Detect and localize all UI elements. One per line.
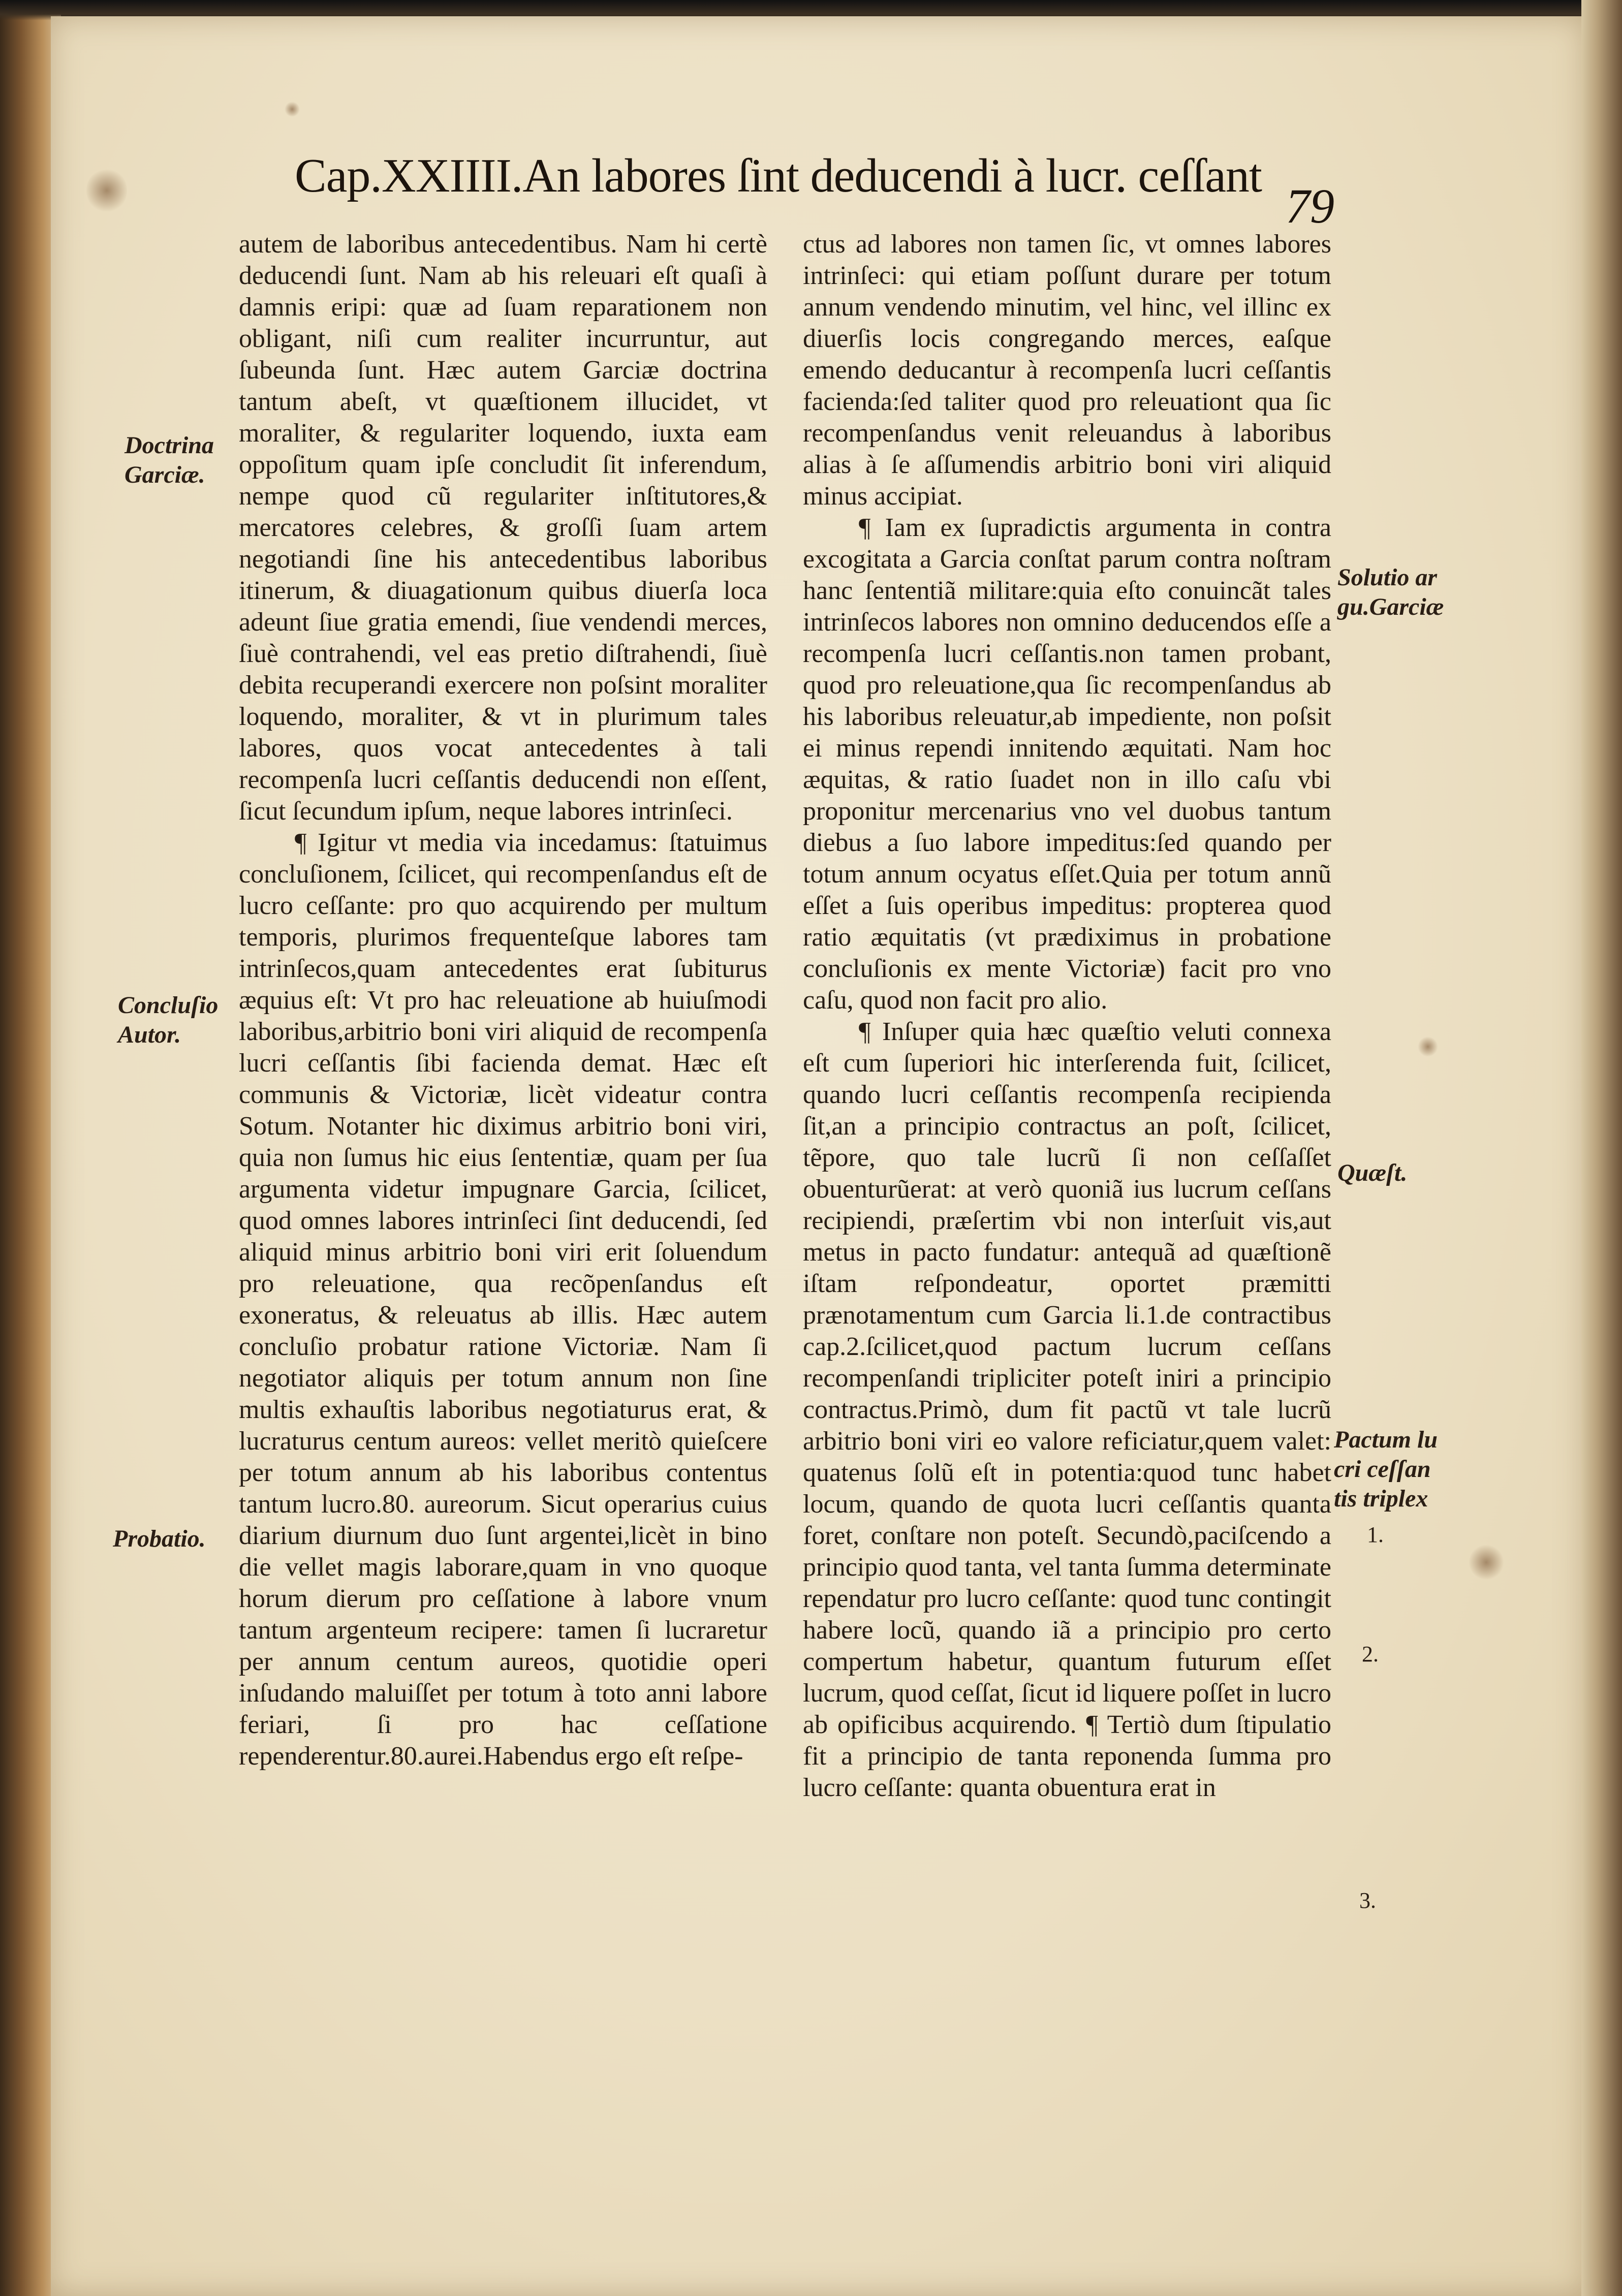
paragraph: autem de laboribus antecedentibus. Nam hi certè deducendi ſunt. Nam ab his releuari eſt quaſi à damnis eripi: quæ ad ſuam reparationem non obligant, niſi cum realiter incurruntur, aut ſubeunda ſunt. Hæc autem Garciæ doctrina tantum abeſt, vt quæſtionem illucidet, vt moraliter, & regulariter loquendo, iuxta eam oppoſitum quam ipſe concludit ſit inferendum, nempe quod cũ regulariter inſtitutores,& mercatores celebres, & groſſi ſuam artem negotiandi ſine his antecedentibus laboribus itinerum, & diuagationum quibus diuerſa loca adeunt ſiue gratia emendi, ſiue vendendi merces, ſiuè contrahendi, vel eas pretio diſtrahendi, ſiuè debita recuperandi exercere non poſsint moraliter loquendo, moraliter, & vt in plurimum tales labores, quos vocat antecedentes à tali recompenſa lucri ceſſantis deducendi non eſſent, ſicut ſecundum ipſum, neque labores intrinſeci. [239,230,767,826]
page-edge-right [1581,0,1622,2296]
stain [1418,1036,1438,1057]
paragraph: ¶ Iam ex ſupradictis argumenta in contra excogitata a Garcia conſtat parum contra noſtram hanc ſententiã militare:quia eſto conuincãt tales intrinſecos labores non omnino deducendos eſſe a recompenſa lucri ceſſantis.non tamen probant, quod pro releuatione,qua ſic recompenſandus ab his laboribus releuatur,ab impediente, non poſsit ei minus rependi innitendo æquitati. Nam hoc æquitas, & ratio ſuadet non in illo caſu vbi proponitur mercenarius vno vel duobus tantum diebus a ſuo labore impeditus:ſed quando per totum annum ocyatus eſſet.Quia per totum annũ eſſet a ſuis operibus impeditus: propterea quod ratio æquitatis (vt prædiximus in probatione concluſionis ex mente Victoriæ) facit pro vno caſu, quod non facit pro alio. [803,513,1331,1015]
stain [285,102,300,117]
running-title: Cap.XXIIII.An labores ſint deducendi à lucr. ceſſant [295,149,1262,202]
running-header [295,148,1347,225]
right-column [803,229,1331,1804]
paragraph: ¶ Inſuper quia hæc quæſtio veluti connexa eſt cum ſuperiori hic interſerenda fuit, ſcilicet, quando lucri ceſſantis recompenſa recipienda ſit,an a principio contractus an poſt, ſcilicet, tẽpore, quo tale lucrũ ſi non ceſſaſſet obuenturũerat: at verò quoniã ius lucrum ceſſans recipiendi, præſertim vbi non interſuit vis,aut metus in pacto fundatur: antequã ad quæſtionẽ iſtam reſpondeatur, oportet præmitti prænotamentum cum Garcia li.1.de contractibus cap.2.ſcilicet,quod pactum lucrum ceſſans recompenſandi tripliciter poteſt iniri a principio contractus.Primò, dum fit pactũ vt tale lucrũ arbitrio boni viri eo valore reficiatur,quem valet: quatenus ſolũ eſt in potentia:quod tunc habet locum, quando de quota lucri ceſſantis quanta foret, conſtare non poteſt. Secundò,paciſcendo a principio quod tanta, vel tanta ſumma determinate rependatur pro lucro ceſſante: quod tunc contingit habere locũ, quando iã a principio pro certo compertum habetur, quantum futurum eſſet lucrum, quod ceſſat, ſicut id liquere poſſet in lucro ab opificibus acquirendo. ¶ Tertiò dum ſtipulatio fit a principio de tanta reponenda ſumma pro lucro ceſſante: quanta obuentura erat in [803,1017,1331,1802]
margin-note-quaest: Quæſt. [1337,1159,1408,1186]
paragraph: ¶ Igitur vt media via incedamus: ſtatuimus concluſionem, ſcilicet, qui recompenſandus eſt de lucro ceſſante: pro quo acquirendo per multum temporis, plurimos frequenteſque labores tam intrinſecos,quam antecedentes erat ſubiturus æquius eſt: Vt pro hac releuatione ab huiuſmodi laboribus,arbitrio boni viri aliquid de recompenſa lucri ceſſantis ſibi facienda demat. Hæc eſt communis & Victoriæ, licèt videatur contra Sotum. Notanter hic diximus arbitrio boni viri, quia non ſumus hic eius ſententiæ, quam per ſua argumenta videtur impugnare Garcia, ſcilicet, quod omnes labores intrinſeci ſint deducendi, ſed aliquid minus arbitrio boni viri erit ſoluendum pro releuatione, qua recõpenſandus eſt exoneratus, & releuatus ab illis. Hæc autem concluſio probatur ratione Victoriæ. Nam ſi negotiator aliquis per totum annum non ſine multis exhauſtis laboribus negotiaturus erat, & lucraturus centum aureos: vellet meritò quieſcere per totum annum ab his laboribus contentus tantum lucro.80. aureorum. Sicut operarius cuius diarium diurnum duo ſunt argentei,licèt in bino die vellet magis laborare,quam in vno quoque horum dierum pro ceſſatione à labore vnum tantum argenteum recipere: tamen ſi lucraretur per annum centum aureos, quotidie operi inſudando maluiſſet per totum à toto anni labore feriari, ſi pro hac ceſſatione rependerentur.80.aurei.Habendus ergo eſt reſpe- [239,828,767,1771]
left-column [239,229,767,1772]
margin-note-probatio: Probatio. [113,1525,206,1552]
paragraph: ctus ad labores non tamen ſic, vt omnes labores intrinſeci: qui etiam poſſunt durare per totum annum vendendo minutim, vel hinc, vel illinc ex diuerſis locis congregando merces, eaſque emendo deducantur à recompenſa lucri ceſſantis facienda:ſed taliter quod pro releuationt qua ſic recompenſandus venit releuandus à laboribus alias à ſe aſſumendis arbitrio boni viri aliquid minus accipiat. [803,230,1331,511]
margin-note-solutio: Solutio ar gu.Garciæ [1337,564,1444,620]
margin-number: 3. [1359,1888,1376,1913]
stain [86,168,127,213]
margin-note-conclusio: Concluſio Autor. [118,992,219,1048]
margin-number: 2. [1362,1642,1379,1666]
margin-note-doctrina: Doctrina Garciæ. [124,432,214,488]
stain [1469,1545,1504,1580]
margin-number: 1. [1367,1522,1384,1547]
margin-note-pactum: Pactum lu cri ceſſan tis triplex [1334,1426,1438,1512]
page-number: 79 [1286,179,1334,233]
